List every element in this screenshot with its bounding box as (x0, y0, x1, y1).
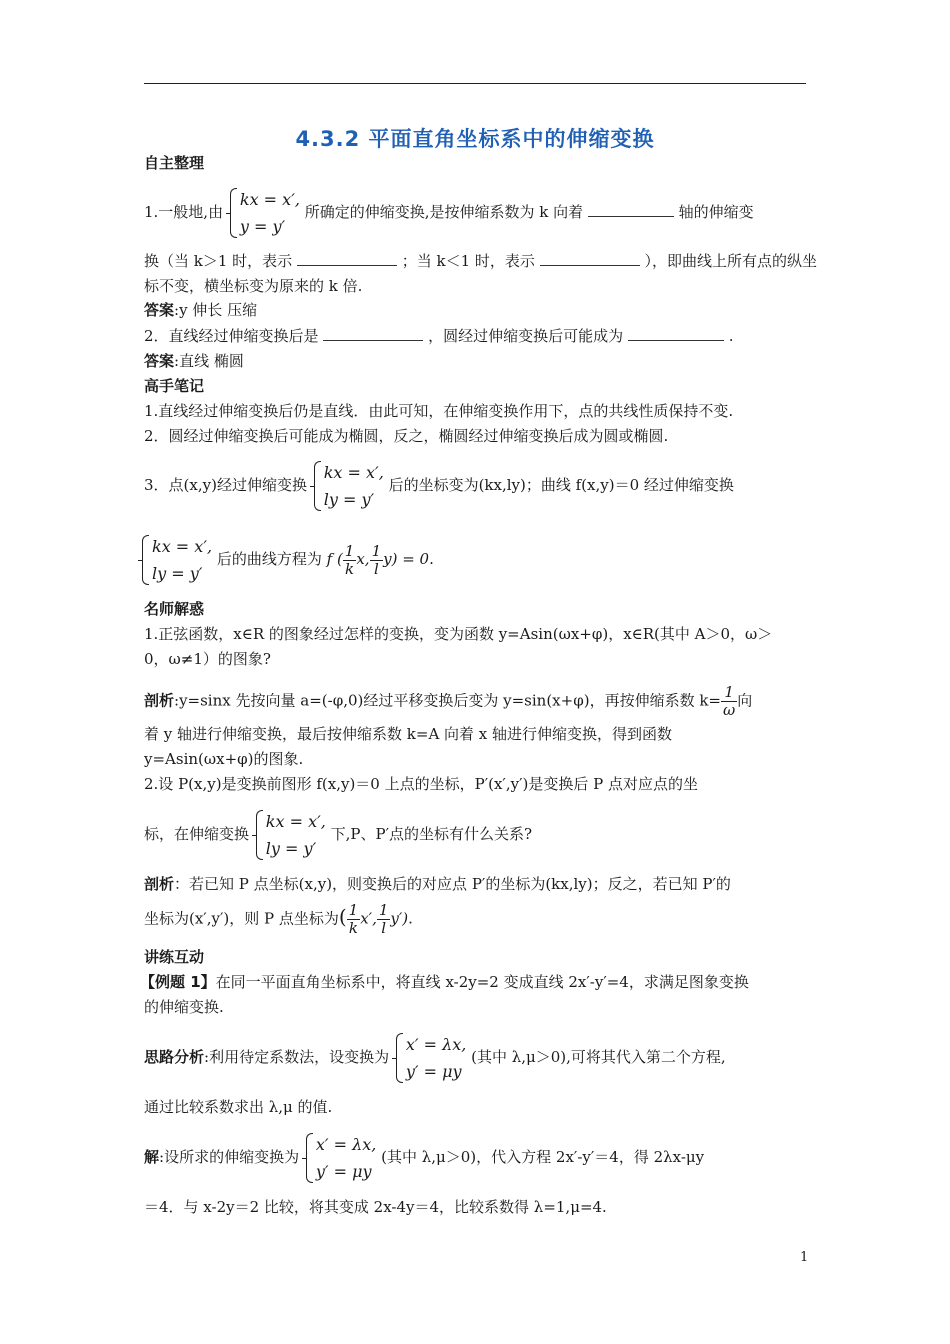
fill-blank[interactable] (323, 326, 423, 341)
item-1-line3: 标不变，横坐标变为原来的 k 倍. (144, 277, 363, 295)
numerator: 1 (721, 684, 737, 702)
heading-self-study: 自主整理 (144, 154, 205, 172)
eq-row: kx = x′, (239, 190, 300, 209)
denominator: ω (723, 701, 736, 719)
text: 2．直线经过伸缩变换后是 (144, 327, 319, 345)
denominator: k (348, 919, 358, 937)
q-1-line1: 1.正弦函数，x∈R 的图象经过怎样的变换，变为函数 y=Asin(ωx+φ)，x∈R(其中 A＞0，ω＞ (144, 625, 773, 643)
text: 换（当 k＞1 时，表示 (144, 252, 293, 270)
note-3-line1 (144, 459, 734, 513)
item-1-line1 (144, 186, 754, 240)
numerator: 1 (378, 901, 389, 919)
analysis-1-line2: 着 y 轴进行伸缩变换，最后按伸缩系数 k=A 向着 x 轴进行伸缩变换，得到函数 (144, 725, 673, 743)
heading-expert-notes: 高手笔记 (144, 377, 205, 395)
text: ：若已知 P 点坐标(x,y)，则变换后的对应点 P′的坐标为(kx,ly)；反之，若已知 P′的 (174, 875, 731, 893)
fraction (377, 902, 391, 937)
thinking-line1 (144, 1031, 726, 1085)
text: ），即曲线上所有点的纵坐 (644, 252, 817, 270)
fill-blank[interactable] (297, 251, 397, 266)
equation-system (394, 1031, 466, 1085)
analysis-2-line2: 坐标为(x′,y′)，则 P 点坐标为( $\frac{1}{k}$ x′, $\frac{1}{l}$ y′). (144, 901, 413, 937)
answer-1 (144, 299, 257, 321)
answer-text: :y 伸长 压缩 (174, 301, 258, 319)
text: :设所求的伸缩变换为 (159, 1148, 300, 1166)
denominator: l (381, 919, 387, 937)
text: . (408, 909, 413, 928)
q-1-line2: 0，ω≠1）的图象? (144, 650, 271, 668)
eq-row: y = y′ (239, 217, 286, 236)
text: 1.一般地,由 (144, 203, 224, 221)
q-2-line2 (144, 808, 532, 862)
analysis-1-line3: y=Asin(ωx+φ)的图象. (144, 750, 304, 768)
equation-system (140, 533, 212, 587)
eq-row: kx = x′, (323, 463, 384, 482)
denominator: l (373, 559, 379, 578)
numerator: 1 (348, 901, 359, 919)
text: (其中 λ,μ＞0)，代入方程 2x′-y′＝4，得 2λx-μy (381, 1148, 705, 1166)
equation-system (304, 1131, 376, 1185)
note-2: 2．圆经过伸缩变换后可能成为椭圆，反之，椭圆经过伸缩变换后成为圆或椭圆. (144, 427, 669, 445)
text: :y=sinx 先按向量 a=(-φ,0)经过平移变换后变为 y=sin(x+φ)，再按伸缩系数 k= (174, 691, 721, 710)
analysis-1-line1 (144, 684, 752, 719)
fraction (347, 902, 361, 937)
eq-row: ly = y′ (323, 490, 375, 509)
text: 后的曲线方程为 (216, 550, 322, 568)
formula-part: x′, (360, 909, 377, 928)
text: 3．点(x,y)经过伸缩变换 (144, 476, 307, 494)
answer-text: :直线 椭圆 (174, 352, 244, 370)
item-2 (144, 325, 733, 347)
fraction (721, 684, 737, 719)
answer-label: 答案 (144, 301, 175, 319)
text: :利用待定系数法，设变换为 (204, 1048, 390, 1066)
formula-part: y) = 0 (383, 550, 430, 568)
equation-system (254, 808, 326, 862)
text: ；当 k＜1 时，表示 (401, 252, 535, 270)
formula-part: x, (356, 550, 370, 568)
eq-row: y′ = μy (405, 1062, 462, 1081)
fill-blank[interactable] (628, 326, 724, 341)
example-1-line2: 的伸缩变换. (144, 998, 224, 1016)
example-label: 【例题 1】 (140, 973, 216, 991)
fraction (370, 543, 384, 578)
thinking-line2: 通过比较系数求出 λ,μ 的值. (144, 1098, 333, 1116)
item-1-line2 (144, 250, 817, 272)
heading-teacher-explains: 名师解惑 (144, 600, 205, 618)
eq-row: x′ = λx, (405, 1035, 467, 1054)
text: 向 (737, 691, 753, 710)
formula-part: y′) (390, 909, 409, 928)
header-rule (144, 83, 806, 84)
heading-practice: 讲练互动 (144, 948, 205, 966)
answer-label: 答案 (144, 352, 175, 370)
numerator: 1 (344, 541, 355, 560)
fill-blank[interactable] (540, 251, 640, 266)
eq-row: x′ = λx, (315, 1135, 377, 1154)
equation-system (312, 459, 384, 513)
solution-line2: ＝4．与 x-2y＝2 比较，将其变成 2x-4y＝4，比较系数得 λ=1,μ=4. (144, 1198, 607, 1216)
numerator: 1 (371, 541, 382, 560)
text: 标，在伸缩变换 (144, 825, 250, 843)
example-1-line1 (140, 971, 749, 993)
page-number: 1 (800, 1250, 809, 1265)
eq-row: kx = x′, (265, 812, 326, 831)
text: (其中 λ,μ＞0),可将其代入第二个方程, (471, 1048, 726, 1066)
eq-row: ly = y′ (265, 839, 317, 858)
text: 坐标为(x′,y′)，则 P 点坐标为 (144, 909, 339, 928)
solution-label: 解 (144, 1148, 160, 1166)
thinking-label: 思路分析 (144, 1048, 205, 1066)
note-1: 1.直线经过伸缩变换后仍是直线．由此可知，在伸缩变换作用下，点的共线性质保持不变. (144, 402, 734, 420)
note-3-line2 (140, 533, 434, 587)
analysis-2-line1 (144, 873, 731, 895)
eq-row: y′ = μy (315, 1162, 372, 1181)
text: 后的坐标变为(kx,ly)；曲线 f(x,y)＝0 经过伸缩变换 (388, 476, 734, 494)
text: ，圆经过伸缩变换后可能成为 (428, 327, 624, 345)
equation-system (228, 186, 300, 240)
answer-2 (144, 350, 244, 372)
text: 所确定的伸缩变换,是按伸缩系数为 k 向着 (304, 203, 584, 221)
q-2-line1: 2.设 P(x,y)是变换前图形 f(x,y)＝0 上点的坐标，P′(x′,y′)是变换后 P 点对应点的坐 (144, 775, 698, 793)
text: 在同一平面直角坐标系中，将直线 x-2y=2 变成直线 2x′-y′=4，求满足图象变换 (215, 973, 749, 991)
analysis-label: 剖析 (144, 875, 175, 893)
eq-row: ly = y′ (152, 564, 203, 583)
denominator: k (345, 559, 355, 578)
eq-row: kx = x′, (152, 537, 213, 556)
fill-blank[interactable] (588, 202, 674, 217)
text: . (429, 550, 434, 568)
text: 下,P、P′点的坐标有什么关系? (330, 825, 533, 843)
analysis-label: 剖析 (144, 691, 175, 710)
solution-line1 (144, 1131, 704, 1185)
formula-part: f ( (326, 550, 343, 568)
text: 轴的伸缩变 (678, 203, 754, 221)
text: . (728, 327, 734, 345)
fraction (343, 543, 357, 578)
page-title: 4.3.2 平面直角坐标系中的伸缩变换 (295, 127, 655, 151)
